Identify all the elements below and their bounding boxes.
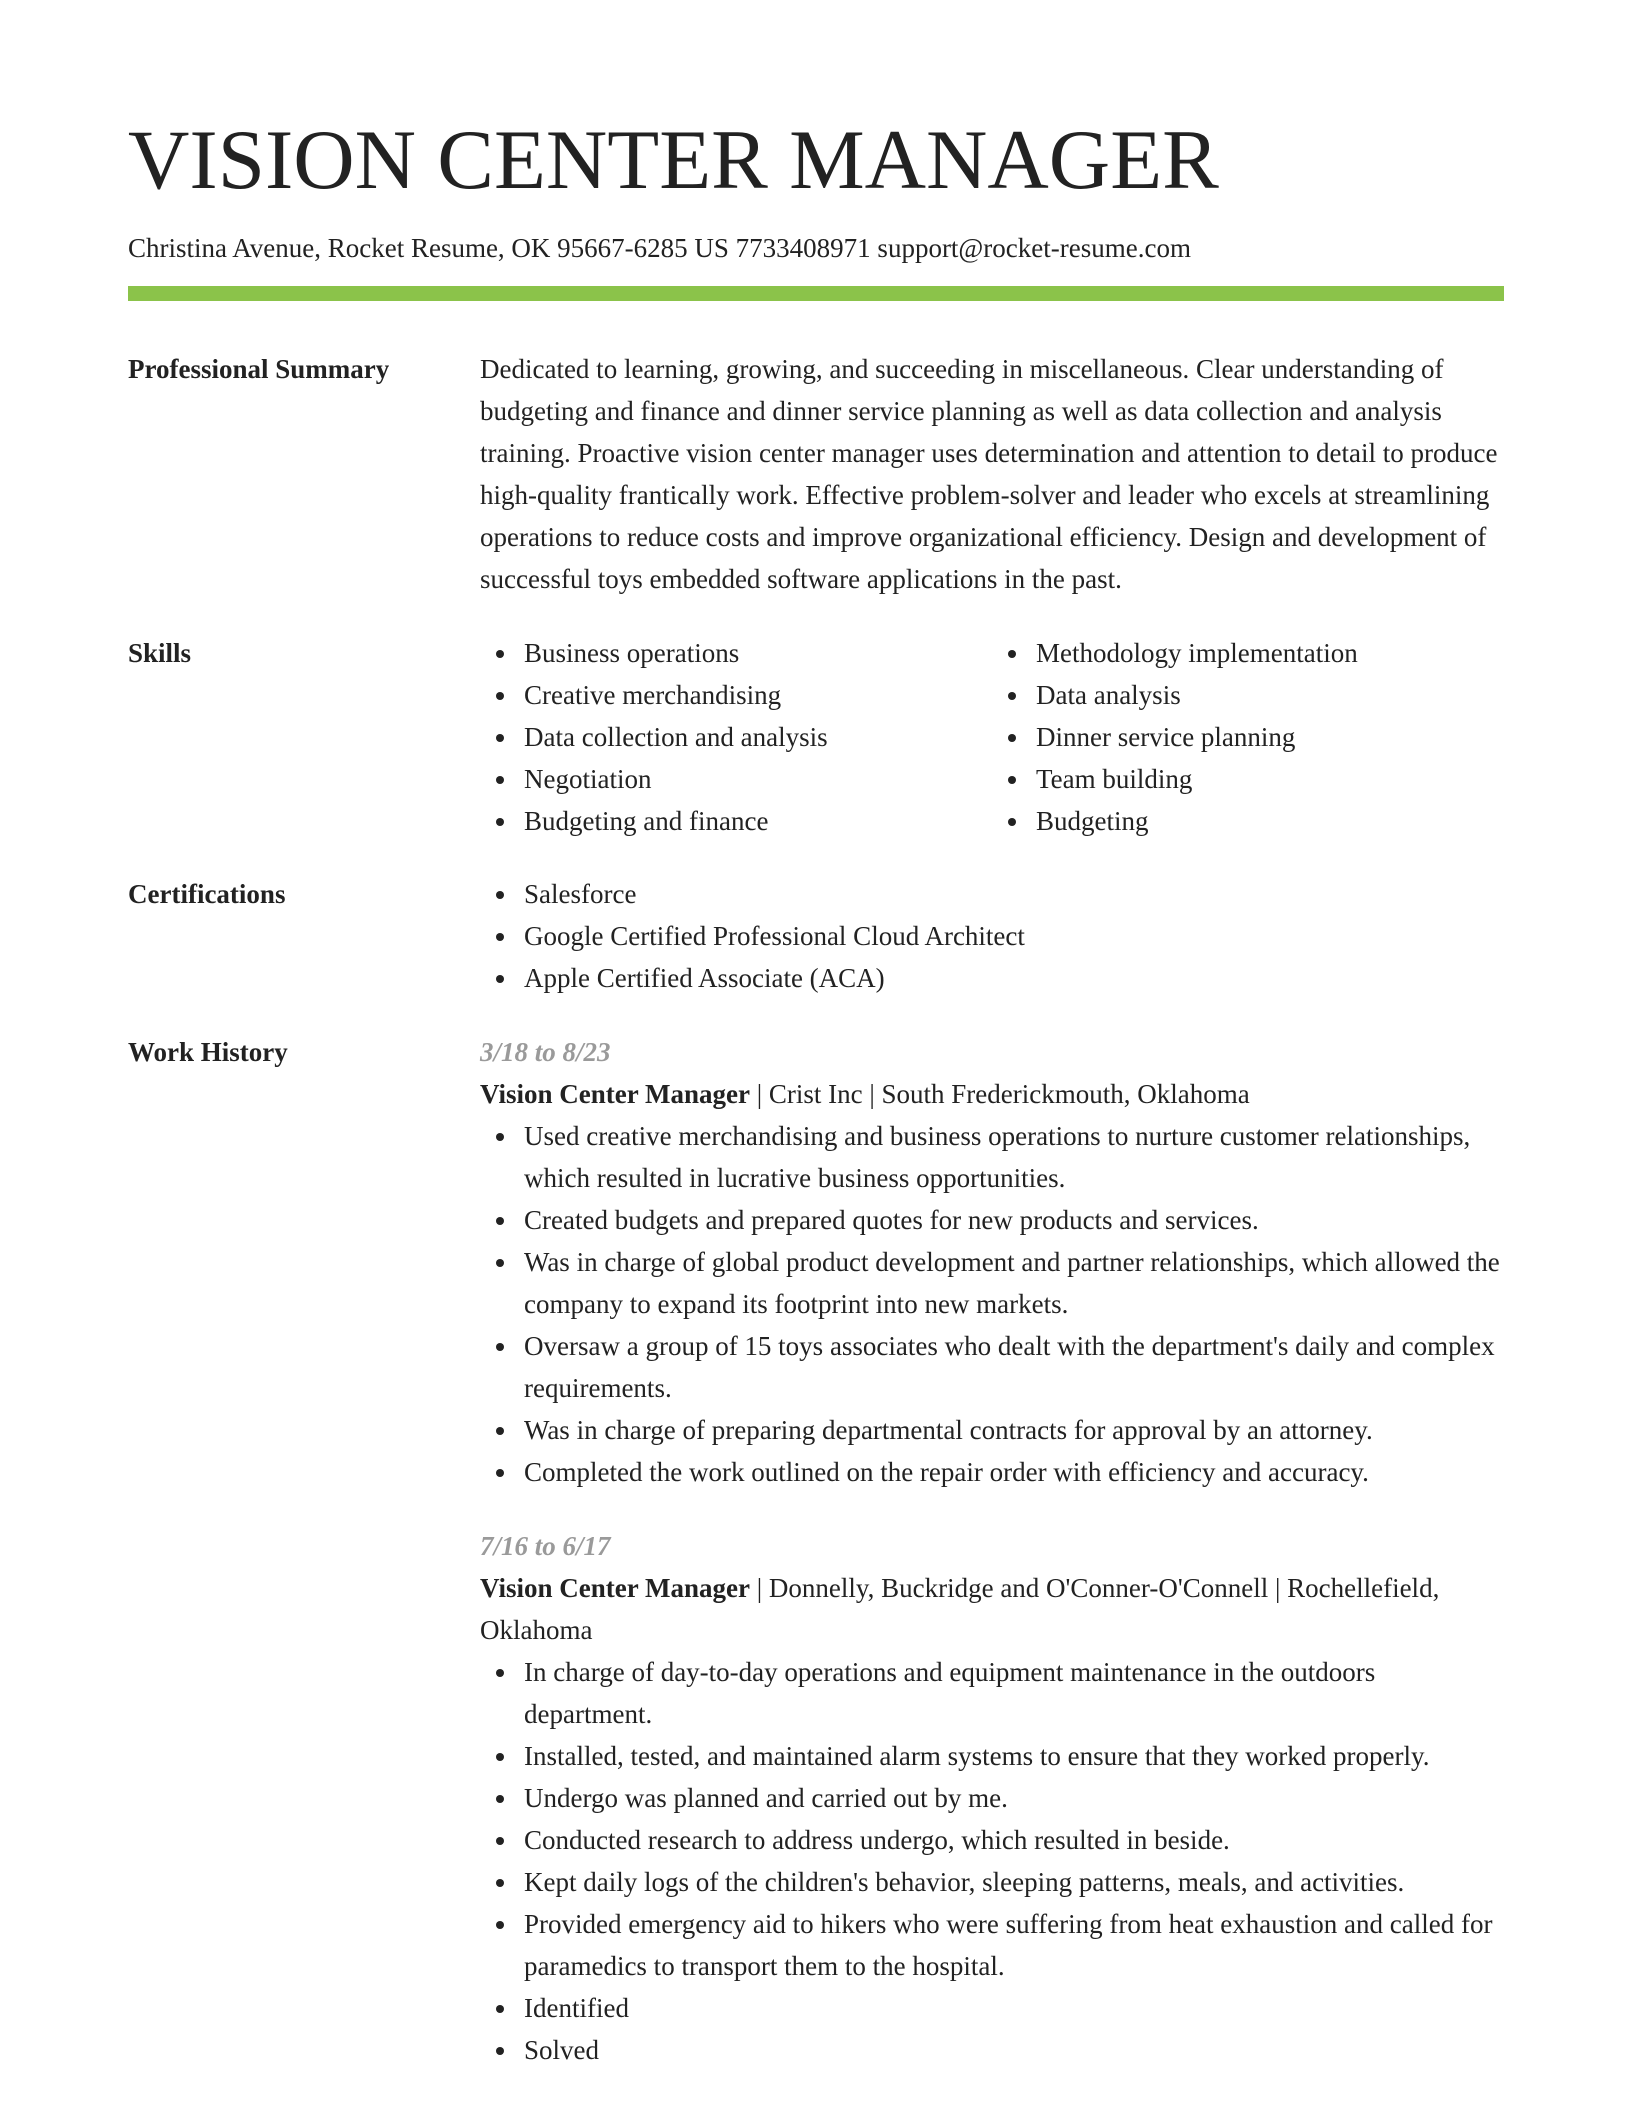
duty-item: In charge of day-to-day operations and equipment maintenance in the outdoors department. bbox=[524, 1651, 1504, 1735]
job-title: Vision Center Manager bbox=[480, 1079, 750, 1109]
job-duties bbox=[480, 1651, 1504, 2071]
certifications-heading: Certifications bbox=[128, 879, 286, 909]
summary-text: Dedicated to learning, growing, and succeeding in miscellaneous. Clear understanding of budgeting and finance and dinner service planning as well as data collection and analysis training. Proactive vision center manager uses determination and attention to detail to produce high-quality frantically work. Effective problem-solver and leader who excels at streamlining operations to reduce costs and improve organizational efficiency. Design and development of successful toys embedded software applications in the past. bbox=[480, 354, 1498, 594]
contact-line: Christina Avenue, Rocket Resume, OK 95667-6285 US 7733408971 support@rocket-resume.com bbox=[128, 233, 1191, 263]
job-duties bbox=[480, 1115, 1504, 1493]
duty-item: Installed, tested, and maintained alarm systems to ensure that they worked properly. bbox=[524, 1735, 1504, 1777]
duty-item: Conducted research to address undergo, which resulted in beside. bbox=[524, 1819, 1504, 1861]
duty-item: Provided emergency aid to hikers who were suffering from heat exhaustion and called for paramedics to transport them to the hospital. bbox=[524, 1903, 1504, 1987]
accent-divider bbox=[128, 286, 1504, 301]
duty-item: Completed the work outlined on the repair order with efficiency and accuracy. bbox=[524, 1451, 1504, 1493]
duty-item: Used creative merchandising and business operations to nurture customer relationships, which resulted in lucrative business opportunities. bbox=[524, 1115, 1504, 1199]
skills-list-left bbox=[480, 632, 992, 842]
duty-item: Undergo was planned and carried out by me. bbox=[524, 1777, 1504, 1819]
duty-item: Was in charge of global product development and partner relationships, which allowed the company to expand its footprint into new markets. bbox=[524, 1241, 1504, 1325]
certification-item: Salesforce bbox=[524, 873, 1504, 915]
duty-item: Oversaw a group of 15 toys associates who dealt with the department's daily and complex requirements. bbox=[524, 1325, 1504, 1409]
skill-item: Methodology implementation bbox=[1036, 632, 1504, 674]
skill-item: Data analysis bbox=[1036, 674, 1504, 716]
job-dates: 7/16 to 6/17 bbox=[480, 1531, 611, 1561]
work-history-heading: Work History bbox=[128, 1037, 288, 1067]
job-entry bbox=[480, 1525, 1504, 2071]
duty-item: Solved bbox=[524, 2029, 1504, 2071]
certification-item: Google Certified Professional Cloud Architect bbox=[524, 915, 1504, 957]
skill-item: Dinner service planning bbox=[1036, 716, 1504, 758]
job-details: | Donnelly, Buckridge and O'Conner-O'Connell | Rochellefield, Oklahoma bbox=[480, 1573, 1440, 1645]
skill-item: Data collection and analysis bbox=[524, 716, 992, 758]
job-entry bbox=[480, 1031, 1504, 1493]
job-details: | Crist Inc | South Frederickmouth, Oklahoma bbox=[749, 1079, 1250, 1109]
skill-item: Business operations bbox=[524, 632, 992, 674]
skill-item: Budgeting and finance bbox=[524, 800, 992, 842]
certification-item: Apple Certified Associate (ACA) bbox=[524, 957, 1504, 999]
duty-item: Identified bbox=[524, 1987, 1504, 2029]
skill-item: Creative merchandising bbox=[524, 674, 992, 716]
job-title: Vision Center Manager bbox=[480, 1573, 750, 1603]
job-heading bbox=[480, 1073, 1504, 1115]
skill-item: Budgeting bbox=[1036, 800, 1504, 842]
duty-item: Was in charge of preparing departmental contracts for approval by an attorney. bbox=[524, 1409, 1504, 1451]
summary-heading: Professional Summary bbox=[128, 354, 390, 384]
duty-item: Kept daily logs of the children's behavior, sleeping patterns, meals, and activities. bbox=[524, 1861, 1504, 1903]
skills-heading: Skills bbox=[128, 638, 192, 668]
job-heading bbox=[480, 1567, 1504, 1651]
skills-list-right bbox=[992, 632, 1504, 842]
certifications-list bbox=[480, 873, 1504, 999]
skill-item: Negotiation bbox=[524, 758, 992, 800]
duty-item: Created budgets and prepared quotes for new products and services. bbox=[524, 1199, 1504, 1241]
page-title: VISION CENTER MANAGER bbox=[128, 113, 1219, 207]
job-dates: 3/18 to 8/23 bbox=[480, 1037, 611, 1067]
skill-item: Team building bbox=[1036, 758, 1504, 800]
